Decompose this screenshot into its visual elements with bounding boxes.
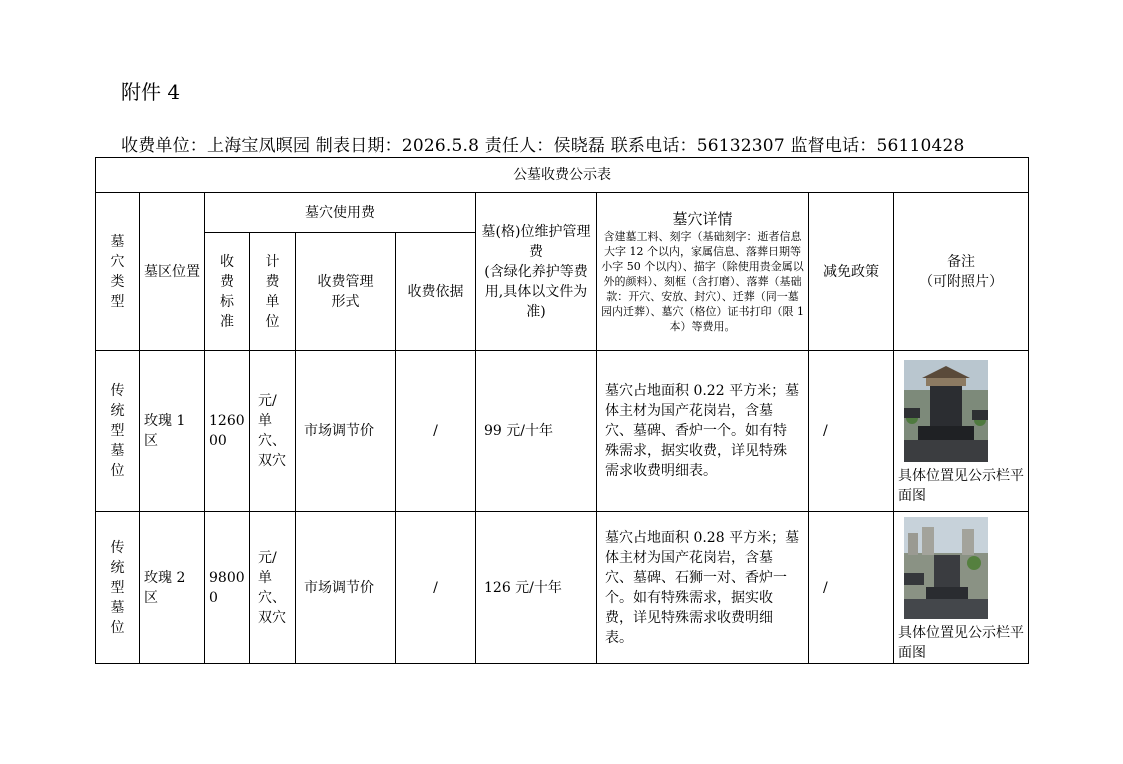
header-maintenance-note: (含绿化养护等费用,具体以文件为准) (484, 263, 588, 320)
header-details-note: 含建墓工料、刻字（基础刻字：逝者信息大字 12 个以内，家属信息、落葬日期等小字 50 个以内）、描字（除使用贵金属以外的颜料）、刻框（含打磨）、落葬（基础款：开穴、安放、封穴）、迁葬（同一墓园内迁葬）、墓穴（格位）证书打印（限 1 本）等费用。 (601, 230, 804, 333)
row1-details: 墓穴占地面积 0.22 平方米；墓体主材为国产花岗岩，含墓穴、墓碑、香炉一个。如有特殊需求，据实收费，详见特殊需求收费明细表。 (597, 351, 809, 512)
row2-location: 玫瑰 2 区 (140, 512, 205, 664)
row2-remarks (894, 512, 1029, 664)
table-title: 公墓收费公示表 (96, 158, 1029, 193)
grave-photo-1 (904, 360, 988, 462)
header-mgmt-form: 收费管理形式 (296, 233, 396, 351)
header-maintenance-title: 墓(格)位维护管理费 (481, 223, 591, 260)
row2-basis: / (396, 512, 476, 664)
header-details (597, 193, 809, 351)
header-basis: 收费依据 (396, 233, 476, 351)
row1-remarks (894, 351, 1029, 512)
header-type: 墓穴类型 (96, 193, 140, 351)
grave-photo-2 (904, 517, 988, 619)
row2-unit: 元/单穴、双穴 (250, 512, 296, 664)
row1-type: 传统型墓位 (96, 351, 140, 512)
fee-info-line: 收费单位：上海宝凤暝园 制表日期：2026.5.8 责任人：侯晓磊 联系电话：56132307 监督电话：56110428 (121, 136, 965, 156)
row1-maintenance: 99 元/十年 (476, 351, 597, 512)
header-usage-fee: 墓穴使用费 (205, 193, 476, 233)
header-reduction: 减免政策 (809, 193, 894, 351)
row2-type: 传统型墓位 (96, 512, 140, 664)
table-row (96, 512, 1029, 664)
header-fee-standard: 收费标准 (205, 233, 250, 351)
row2-maintenance: 126 元/十年 (476, 512, 597, 664)
header-remarks-note: （可附照片） (919, 273, 1004, 290)
row2-reduction: / (809, 512, 894, 664)
row1-basis: / (396, 351, 476, 512)
row1-remarks-text: 具体位置见公示栏平面图 (898, 468, 1024, 504)
row1-mgmt-form: 市场调节价 (296, 351, 396, 512)
row1-location: 玫瑰 1 区 (140, 351, 205, 512)
header-details-title: 墓穴详情 (672, 210, 733, 228)
row1-fee: 126000 (205, 351, 250, 512)
row2-remarks-text: 具体位置见公示栏平面图 (898, 624, 1024, 661)
row1-reduction: / (809, 351, 894, 512)
header-maintenance (476, 193, 597, 351)
row2-details: 墓穴占地面积 0.28 平方米；墓体主材为国产花岗岩，含墓穴、墓碑、石狮一对、香炉一个。如有特殊需求，据实收费，详见特殊需求收费明细表。 (597, 512, 809, 664)
row2-mgmt-form: 市场调节价 (296, 512, 396, 664)
header-unit: 计费单位 (250, 233, 296, 351)
attachment-label: 附件 4 (121, 80, 181, 104)
table-row (96, 351, 1029, 512)
fee-table (95, 157, 1029, 664)
header-remarks-title: 备注 (947, 253, 976, 270)
row2-fee: 98000 (205, 512, 250, 664)
row1-unit: 元/单穴、双穴 (250, 351, 296, 512)
header-remarks (894, 193, 1029, 351)
header-location: 墓区位置 (140, 193, 205, 351)
